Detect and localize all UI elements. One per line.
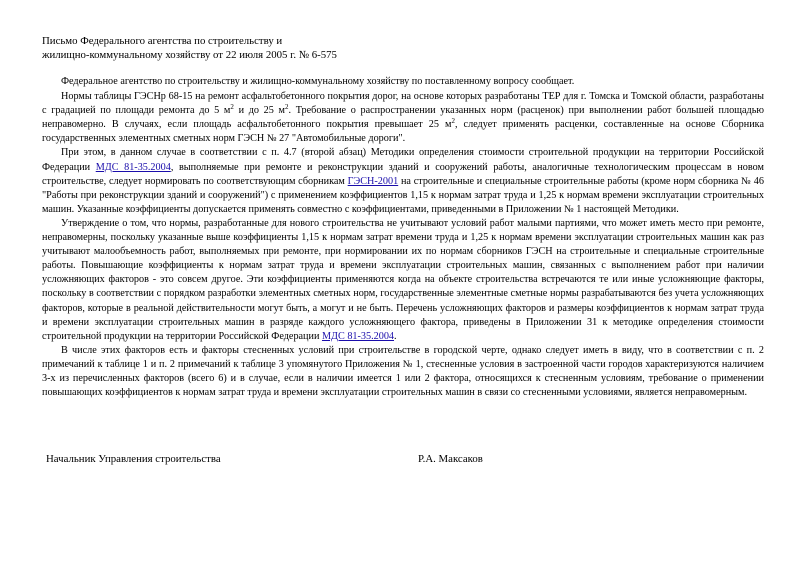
link-gesn-2001[interactable]: ГЭСН-2001 — [347, 175, 399, 187]
signatory-name: Р.А. Максаков — [418, 453, 483, 465]
link-mds-81-35-2004[interactable]: МДС 81-35.2004 — [321, 330, 395, 342]
paragraph-1: Нормы таблицы ГЭСНр 68-15 на ремонт асфальтобетонного покрытия дорог, на основе которых разработаны ТЕР для г. Томска и Томской области, разработаны с градацией по площади ремонта до 5 $м^2$ и до 25 $м^2$. Требование о распространении указанных норм (расценок) при выполнении работ большей площадью неправомерно. В случаях, если площадь асфальтобетонного покрытия превышает 25 $м^2$, следует применять расценки, составленные на основе Сборника государственных элементных сметных норм ГЭСН № 27 "Автомобильные дороги". — [42, 91, 764, 145]
letter-title — [42, 34, 765, 62]
superscript-2: 2 — [451, 117, 455, 126]
paragraph-2: При этом, в данном случае в соответствии с п. 4.7 (второй абзац) Методики определения стоимости строительной продукции на территории Российской Федерации МДС 81-35.2004, выполняемые при ремонте и реконструкции зданий и сооружений работы, аналогичные технологическим процессам в новом строительстве, следует нормировать по соответствующим сборникам ГЭСН-2001 на строительные и специальные строительные работы (кроме норм сборника № 46 "Работы при реконструкции зданий и сооружений") с применением коэффициентов 1,15 к нормам затрат труда и 1,25 к нормам времени эксплуатации строительных машин. Указанные коэффициенты допускается применять совместно с коэффициентами, приведенными в Приложении № 1 настоящей Методики. — [42, 147, 764, 215]
paragraph-4: В числе этих факторов есть и факторы стесненных условий при строительстве в городской черте, однако следует иметь в виду, что в соответствии с п. 2 примечаний к таблице 1 и п. 2 примечаний к таблице 3 упомянутого Приложения № 1, стесненные условия в застроенной части городов характеризуются наличием 3-х из перечисленных факторов (всего 6) и в случае, если в наличии имеется 1 или 2 фактора, относящихся к стесненным условиям, требование о применении повышающих коэффициентов к нормам затрат труда и времени эксплуатации строительных машин в связи со стесненными условиями, является неправомерным. — [42, 344, 764, 399]
superscript-2: 2 — [284, 103, 289, 112]
link-mds-81-35-2004[interactable]: МДС 81-35.2004 — [95, 161, 171, 173]
superscript-2: 2 — [230, 103, 234, 112]
signatory-position: Начальник Управления строительства — [46, 453, 221, 465]
paragraph-3: Утверждение о том, что нормы, разработанные для нового строительства не учитывают условий работ малыми партиями, что может иметь место при ремонте, неправомерны, поскольку указанные выше коэффициенты 1,15 к нормам затрат времени труда и 1,25 к нормам времени эксплуатации строительных машин как раз учитывают малообъемность работ, выполняемых при ремонте, при нормировании их по нормам сборников ГЭСН на строительные и специальные строительные работы. Повышающие коэффициенты к нормам затрат труда и времени эксплуатации строительных машин, связанных с выполнением работ при наличии усложняющих факторов - это совсем другое. Эти коэффициенты применяются когда на объекте строительства встречаются те или иные усложняющие факторы, поскольку в соответствии с порядком разработки элементных сметных норм, государственные элементные сметные нормы разрабатываются без учета усложняющих факторов, которые в реальной действительности могут быть, а могут и не быть. Перечень усложняющих факторов и размеры коэффициентов к нормам затрат труда и времени эксплуатации строительных машин в разряде каждого усложняющего фактора, приведены в Приложении 31 к методике определения стоимости строительной продукции на территории Российской Федерации МДС 81-35.2004. — [42, 217, 764, 342]
title-line-1: Письмо Федерального агентства по строительству и — [42, 35, 283, 47]
intro-paragraph: Федеральное агентство по строительству и жилищно-коммунальному хозяйству по поставленному вопросу сообщает. — [61, 76, 575, 87]
letter-body — [42, 75, 764, 400]
title-line-2: жилищно-коммунальному хозяйству от 22 июля 2005 г. № 6-575 — [42, 49, 337, 61]
